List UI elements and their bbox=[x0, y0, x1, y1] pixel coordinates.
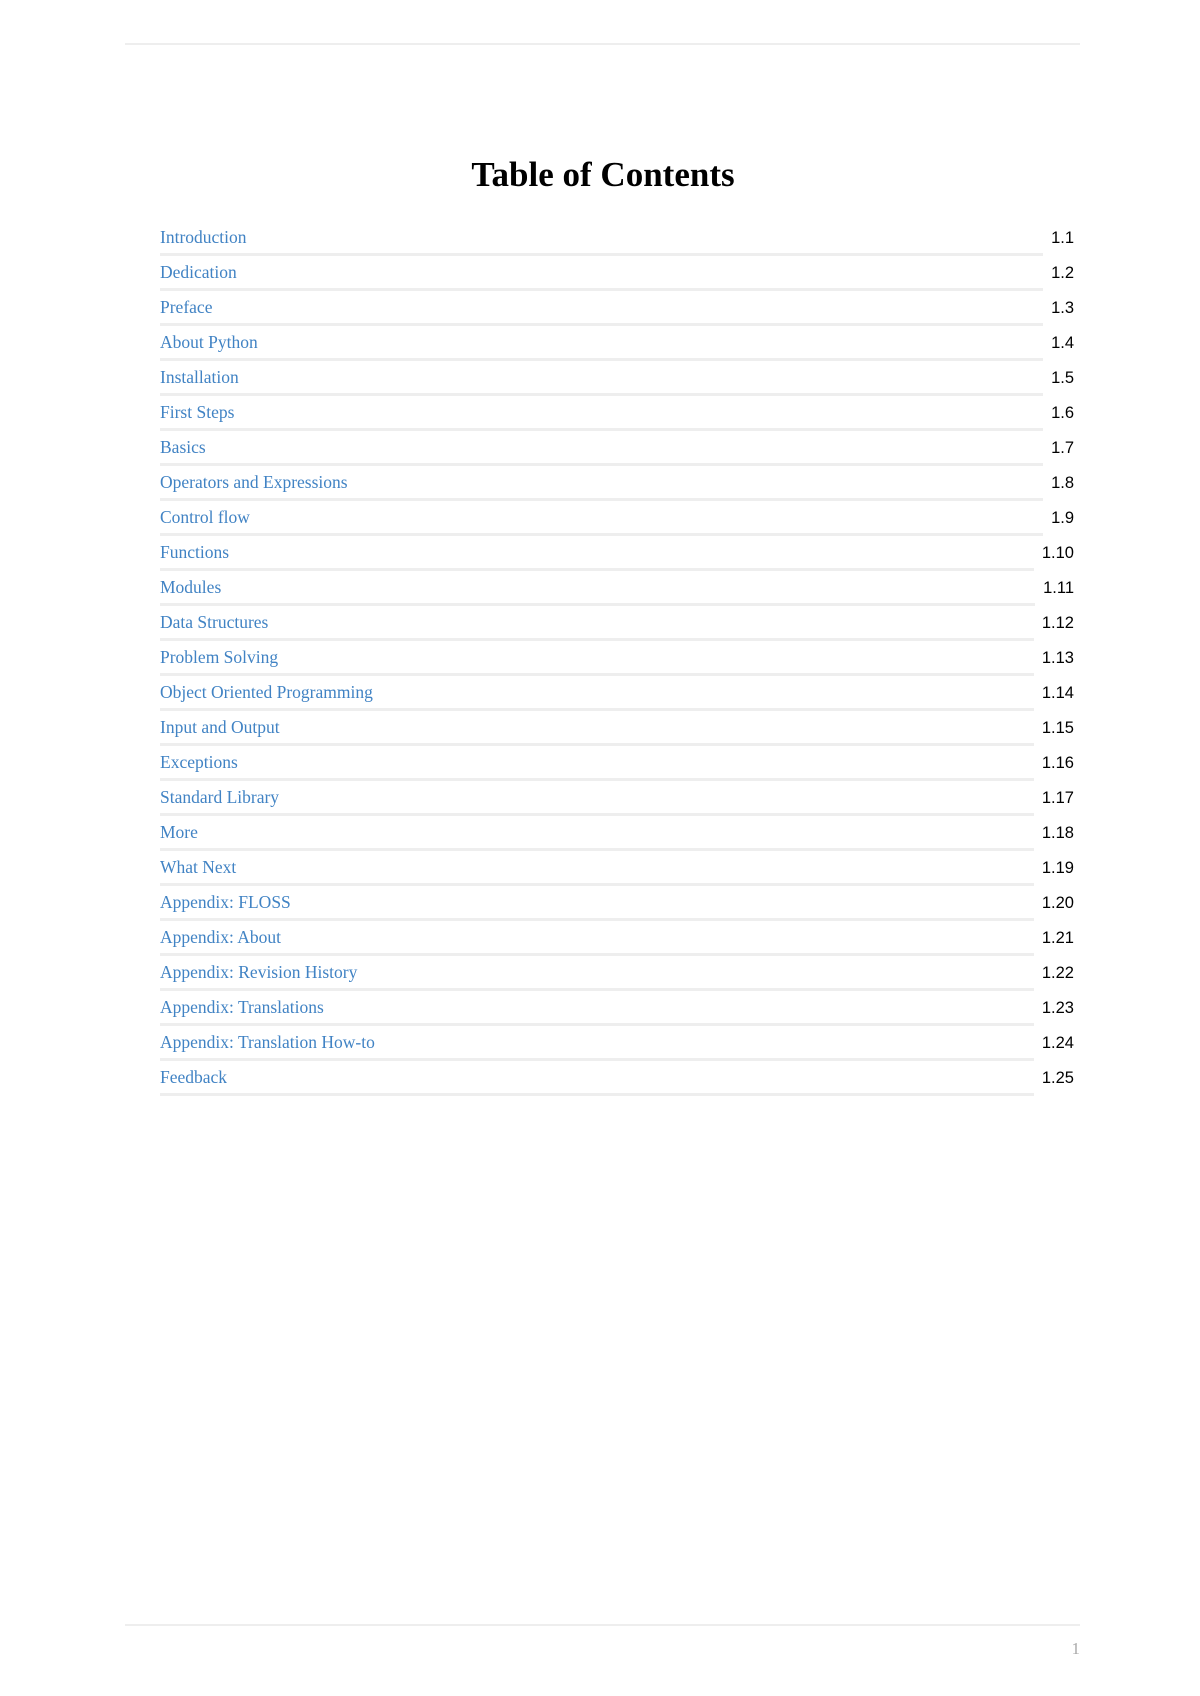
toc-entry-link[interactable]: Exceptions bbox=[160, 746, 1034, 781]
toc-entry-link[interactable]: Standard Library bbox=[160, 781, 1034, 816]
toc-entry-number: 1.23 bbox=[1041, 999, 1074, 1017]
toc-entry-link[interactable]: Problem Solving bbox=[160, 641, 1034, 676]
page-number: 1 bbox=[1071, 1639, 1080, 1658]
toc-entry-link[interactable]: Dedication bbox=[160, 256, 1043, 291]
toc-entry bbox=[160, 991, 1074, 1026]
toc-entry bbox=[160, 851, 1074, 886]
toc-entry-number: 1.18 bbox=[1041, 824, 1074, 842]
toc-entry-link[interactable]: Introduction bbox=[160, 221, 1043, 256]
toc-entry-link[interactable]: About Python bbox=[160, 326, 1043, 361]
toc-entry bbox=[160, 781, 1074, 816]
toc-entry bbox=[160, 956, 1074, 991]
toc-entry bbox=[160, 746, 1074, 781]
toc-entry-number: 1.15 bbox=[1041, 719, 1074, 737]
toc-entry bbox=[160, 466, 1074, 501]
toc-entry-number: 1.1 bbox=[1051, 229, 1074, 247]
toc-entry-number: 1.6 bbox=[1051, 404, 1074, 422]
toc-entry bbox=[160, 606, 1074, 641]
toc-entry-number: 1.5 bbox=[1051, 369, 1074, 387]
toc-entry bbox=[160, 326, 1074, 361]
toc-entry-number: 1.3 bbox=[1051, 299, 1074, 317]
toc-entry-number: 1.19 bbox=[1041, 859, 1074, 877]
toc-entry-link[interactable]: Modules bbox=[160, 571, 1035, 606]
toc-entry-link[interactable]: Appendix: FLOSS bbox=[160, 886, 1034, 921]
toc-entry-link[interactable]: Functions bbox=[160, 536, 1034, 571]
toc-entry bbox=[160, 291, 1074, 326]
toc-entry-number: 1.14 bbox=[1041, 684, 1074, 702]
toc-entry bbox=[160, 816, 1074, 851]
toc-entry-link[interactable]: Input and Output bbox=[160, 711, 1034, 746]
toc-entry bbox=[160, 536, 1074, 571]
toc-entry bbox=[160, 641, 1074, 676]
toc-entry-number: 1.8 bbox=[1051, 474, 1074, 492]
toc-entry-link[interactable]: Feedback bbox=[160, 1061, 1034, 1096]
toc-entry-number: 1.9 bbox=[1051, 509, 1074, 527]
toc-entry-number: 1.22 bbox=[1041, 964, 1074, 982]
toc-entry bbox=[160, 396, 1074, 431]
toc-entry-number: 1.17 bbox=[1041, 789, 1074, 807]
toc-entry-link[interactable]: What Next bbox=[160, 851, 1034, 886]
toc-entry-number: 1.13 bbox=[1041, 649, 1074, 667]
toc-entry bbox=[160, 431, 1074, 466]
toc-entry-number: 1.20 bbox=[1041, 894, 1074, 912]
toc-entry-number: 1.16 bbox=[1041, 754, 1074, 772]
toc-entry bbox=[160, 676, 1074, 711]
toc-entry-link[interactable]: First Steps bbox=[160, 396, 1043, 431]
footer-rule bbox=[125, 1624, 1080, 1626]
toc-entry-link[interactable]: Data Structures bbox=[160, 606, 1034, 641]
toc-entry bbox=[160, 256, 1074, 291]
toc-entry-number: 1.4 bbox=[1051, 334, 1074, 352]
toc-entry-link[interactable]: Appendix: Revision History bbox=[160, 956, 1034, 991]
toc-entry bbox=[160, 1061, 1074, 1096]
toc-entry bbox=[160, 1026, 1074, 1061]
toc-entry-link[interactable]: Installation bbox=[160, 361, 1043, 396]
toc-entry bbox=[160, 221, 1074, 256]
toc-entry-link[interactable]: Object Oriented Programming bbox=[160, 676, 1034, 711]
toc-entry bbox=[160, 711, 1074, 746]
toc-entry bbox=[160, 571, 1074, 606]
toc-entry-link[interactable]: Control flow bbox=[160, 501, 1043, 536]
toc-entry-number: 1.12 bbox=[1041, 614, 1074, 632]
table-of-contents bbox=[160, 221, 1074, 1096]
header-rule bbox=[125, 43, 1080, 45]
toc-entry-number: 1.25 bbox=[1041, 1069, 1074, 1087]
toc-entry-link[interactable]: Appendix: About bbox=[160, 921, 1034, 956]
toc-entry-number: 1.21 bbox=[1041, 929, 1074, 947]
toc-entry-link[interactable]: Operators and Expressions bbox=[160, 466, 1043, 501]
toc-entry-number: 1.10 bbox=[1041, 544, 1074, 562]
toc-entry-link[interactable]: More bbox=[160, 816, 1034, 851]
toc-entry-number: 1.11 bbox=[1043, 579, 1074, 597]
toc-entry-link[interactable]: Appendix: Translations bbox=[160, 991, 1034, 1026]
toc-entry bbox=[160, 361, 1074, 396]
toc-entry-link[interactable]: Preface bbox=[160, 291, 1043, 326]
toc-entry-link[interactable]: Appendix: Translation How-to bbox=[160, 1026, 1034, 1061]
toc-entry bbox=[160, 501, 1074, 536]
toc-entry-link[interactable]: Basics bbox=[160, 431, 1043, 466]
toc-entry-number: 1.7 bbox=[1051, 439, 1074, 457]
toc-entry-number: 1.24 bbox=[1041, 1034, 1074, 1052]
page-title: Table of Contents bbox=[471, 155, 735, 194]
toc-entry bbox=[160, 886, 1074, 921]
toc-entry bbox=[160, 921, 1074, 956]
toc-entry-number: 1.2 bbox=[1051, 264, 1074, 282]
